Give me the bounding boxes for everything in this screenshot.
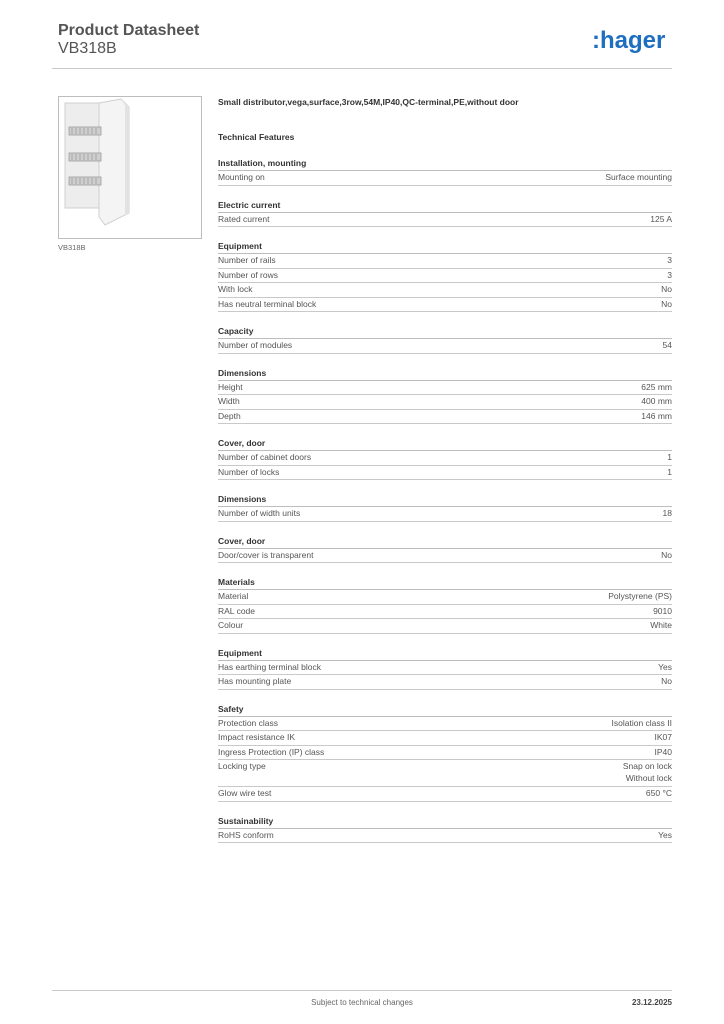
feature-value: IK07 bbox=[654, 732, 672, 742]
feature-value: No bbox=[661, 549, 672, 560]
feature-section bbox=[218, 493, 672, 522]
document-header bbox=[58, 22, 199, 58]
product-description: Small distributor,vega,surface,3row,54M,IP40,QC-terminal,PE,without door bbox=[218, 97, 519, 107]
feature-label: RoHS conform bbox=[218, 829, 274, 840]
feature-label: Number of cabinet doors bbox=[218, 452, 312, 462]
section-title: Materials bbox=[218, 576, 672, 590]
feature-label: Glow wire test bbox=[218, 788, 272, 798]
section-title: Equipment bbox=[218, 647, 672, 661]
feature-section bbox=[218, 367, 672, 425]
section-title: Capacity bbox=[218, 325, 672, 339]
feature-row bbox=[218, 466, 672, 481]
header-divider bbox=[52, 68, 672, 69]
feature-row bbox=[218, 410, 672, 425]
feature-section bbox=[218, 576, 672, 634]
feature-row bbox=[218, 619, 672, 634]
feature-label: Number of rows bbox=[218, 269, 278, 280]
product-code: VB318B bbox=[58, 40, 117, 57]
feature-label: Door/cover is transparent bbox=[218, 549, 314, 560]
feature-label: With lock bbox=[218, 284, 253, 294]
footer-note: Subject to technical changes bbox=[311, 998, 413, 1007]
feature-row bbox=[218, 787, 672, 802]
feature-label: Material bbox=[218, 591, 249, 601]
feature-row bbox=[218, 339, 672, 354]
feature-row bbox=[218, 605, 672, 620]
feature-row bbox=[218, 451, 672, 466]
section-title: Sustainability bbox=[218, 815, 672, 829]
feature-row bbox=[218, 746, 672, 761]
feature-label: Colour bbox=[218, 620, 244, 630]
feature-section bbox=[218, 535, 672, 564]
feature-value: 650 °C bbox=[645, 788, 672, 798]
feature-value: IP40 bbox=[654, 746, 672, 757]
feature-label: Locking type bbox=[218, 761, 266, 771]
feature-row bbox=[218, 717, 672, 732]
feature-value: 146 mm bbox=[641, 410, 672, 421]
section-title: Cover, door bbox=[218, 437, 672, 451]
feature-value: Yes bbox=[658, 829, 672, 840]
feature-label: Number of modules bbox=[218, 340, 293, 350]
feature-value: 9010 bbox=[653, 605, 672, 616]
feature-value: 3 bbox=[667, 269, 672, 280]
feature-label: Has neutral terminal block bbox=[218, 298, 317, 309]
feature-value: 18 bbox=[662, 508, 672, 518]
feature-label: Ingress Protection (IP) class bbox=[218, 746, 325, 757]
section-title: Equipment bbox=[218, 240, 672, 254]
feature-value bbox=[623, 760, 672, 786]
feature-value: No bbox=[661, 298, 672, 309]
page-title: Product Datasheet bbox=[58, 22, 200, 39]
feature-value: 625 mm bbox=[641, 381, 672, 392]
feature-sections bbox=[218, 157, 672, 843]
feature-row bbox=[218, 298, 672, 313]
feature-value: Polystyrene (PS) bbox=[608, 591, 672, 601]
feature-row bbox=[218, 381, 672, 396]
feature-row bbox=[218, 549, 672, 564]
feature-row bbox=[218, 829, 672, 844]
technical-features-title: Technical Features bbox=[218, 132, 295, 142]
section-title: Safety bbox=[218, 703, 672, 717]
feature-value: 1 bbox=[667, 452, 672, 462]
feature-label: Number of locks bbox=[218, 466, 280, 477]
feature-row bbox=[218, 675, 672, 690]
hager-logo bbox=[590, 26, 674, 56]
feature-label: Width bbox=[218, 396, 240, 406]
feature-section bbox=[218, 815, 672, 844]
feature-label: Rated current bbox=[218, 213, 270, 224]
feature-section bbox=[218, 199, 672, 228]
feature-label: Has earthing terminal block bbox=[218, 661, 321, 672]
hager-logo-text: :hager bbox=[592, 27, 666, 54]
footer-date: 23.12.2025 bbox=[631, 998, 672, 1007]
feature-value: Yes bbox=[658, 661, 672, 672]
feature-label: RAL code bbox=[218, 605, 256, 616]
feature-value-line: Snap on lock bbox=[622, 761, 672, 771]
feature-label: Number of width units bbox=[218, 508, 301, 518]
feature-section bbox=[218, 703, 672, 802]
feature-row bbox=[218, 661, 672, 676]
feature-value: No bbox=[661, 284, 672, 294]
feature-value: Surface mounting bbox=[605, 172, 672, 182]
feature-value: White bbox=[650, 620, 672, 630]
feature-section bbox=[218, 647, 672, 690]
product-image bbox=[58, 96, 202, 239]
feature-label: Number of rails bbox=[218, 255, 276, 265]
feature-value: 3 bbox=[667, 255, 672, 265]
feature-section bbox=[218, 325, 672, 354]
feature-section bbox=[218, 157, 672, 186]
feature-row bbox=[218, 731, 672, 746]
feature-row bbox=[218, 507, 672, 522]
image-caption: VB318B bbox=[58, 243, 86, 252]
feature-label: Height bbox=[218, 381, 243, 392]
feature-label: Depth bbox=[218, 410, 241, 421]
feature-row bbox=[218, 395, 672, 410]
feature-row bbox=[218, 283, 672, 298]
feature-row bbox=[218, 171, 672, 186]
distribution-board-illustration bbox=[59, 97, 201, 238]
feature-label: Mounting on bbox=[218, 172, 265, 182]
section-title: Cover, door bbox=[218, 535, 672, 549]
feature-value: Isolation class II bbox=[611, 717, 672, 728]
feature-row bbox=[218, 760, 672, 787]
section-title: Installation, mounting bbox=[218, 157, 672, 171]
section-title: Electric current bbox=[218, 199, 672, 213]
feature-row bbox=[218, 590, 672, 605]
feature-row bbox=[218, 213, 672, 228]
feature-label: Has mounting plate bbox=[218, 676, 292, 686]
section-title: Dimensions bbox=[218, 493, 672, 507]
feature-row bbox=[218, 269, 672, 284]
feature-value: No bbox=[661, 676, 672, 686]
datasheet-content bbox=[218, 96, 672, 843]
feature-label: Impact resistance IK bbox=[218, 732, 296, 742]
feature-section bbox=[218, 240, 672, 312]
feature-value: 400 mm bbox=[641, 396, 672, 406]
feature-row bbox=[218, 254, 672, 269]
section-title: Dimensions bbox=[218, 367, 672, 381]
feature-value: 54 bbox=[662, 340, 672, 350]
feature-value: 1 bbox=[667, 466, 672, 477]
feature-section bbox=[218, 437, 672, 480]
feature-value: 125 A bbox=[650, 213, 672, 224]
footer-divider bbox=[52, 990, 672, 991]
feature-value-line: Without lock bbox=[625, 773, 672, 783]
feature-label: Protection class bbox=[218, 717, 278, 728]
